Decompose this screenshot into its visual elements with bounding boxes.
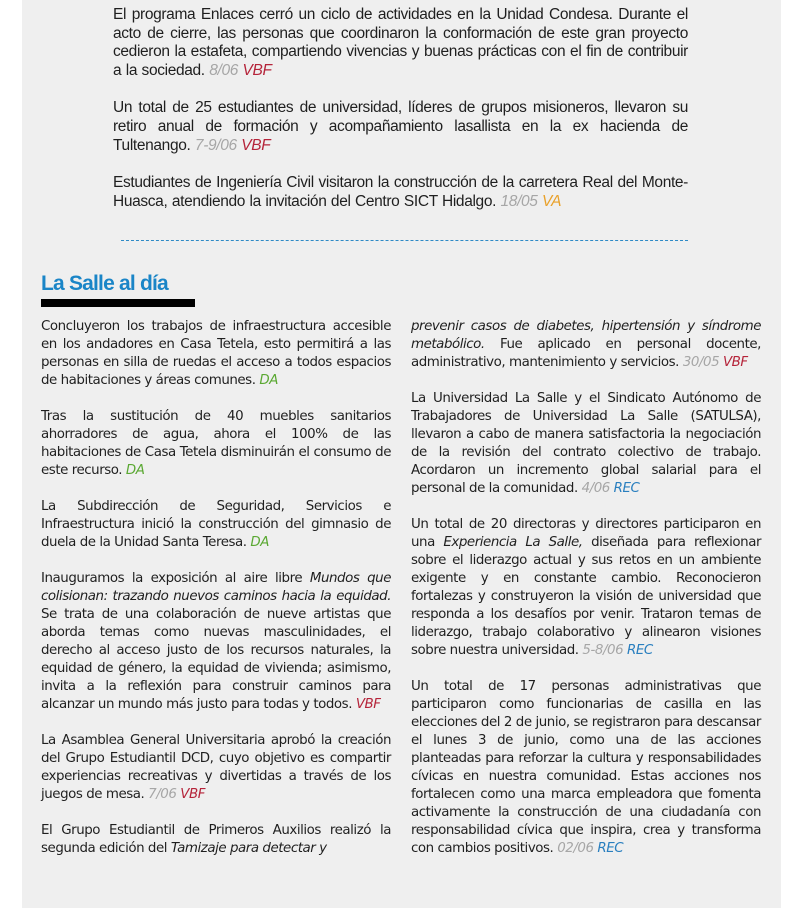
news-item xyxy=(41,408,391,480)
news-text: diseñada para reflexionar sobre el liderazgo actual y sus retos en un ambiente exigente y en constante cambio. Reconocieron fortalezas y construyeron la visión de universidad que responda a los desafíos por venir. Trataron temas de liderazgo, trabajo colaborativo y alinearon visiones sobre nuestra universidad. xyxy=(411,535,762,658)
news-date: 5-8/06 xyxy=(582,643,624,658)
news-item xyxy=(411,318,761,372)
news-item xyxy=(411,678,761,858)
news-tag: VA xyxy=(542,192,562,210)
news-item xyxy=(41,732,391,804)
news-date: 4/06 xyxy=(581,481,610,496)
news-text: Un total de 25 estudiantes de universidad, líderes de grupos misioneros, llevaron su retiro anual de formación y acompañamiento lasallista en la ex hacienda de Tultenango. xyxy=(113,99,688,154)
news-text: La Universidad La Salle y el Sindicato Autónomo de Trabajadores de Universidad La Salle (SATULSA), llevaron a cabo de manera satisfactoria la negociación de la revisión del contrato colectivo de trabajo. Acordaron un incremento global salarial para el personal de la comunidad. xyxy=(411,391,761,496)
news-text: La Subdirección de Seguridad, Servicios e Infraestructura inició la construcción del gimnasio de duela de la Unidad Santa Teresa. xyxy=(41,499,391,550)
news-tag: VBF xyxy=(180,787,205,802)
news-item xyxy=(41,570,391,714)
program-title: Tamizaje para detectar y xyxy=(170,841,327,856)
news-tag: VBF xyxy=(355,697,381,712)
news-text: El Grupo Estudiantil de Primeros Auxilios realizó la segunda edición del xyxy=(41,823,391,856)
news-item xyxy=(41,822,391,858)
news-date: 18/05 xyxy=(500,192,538,210)
program-title: prevenir casos de diabetes, hipertensión y síndrome metabólico. xyxy=(411,319,761,352)
news-text: Estudiantes de Ingeniería Civil visitaron la construcción de la carretera Real del Monte-Huasca, atendiendo la invitación del Centro SICT Hidalgo. xyxy=(113,174,688,210)
news-tag: DA xyxy=(259,373,278,388)
dashed-divider xyxy=(121,240,688,241)
news-tag: VBF xyxy=(722,355,748,370)
news-tag: VBF xyxy=(242,61,272,79)
news-text: La Asamblea General Universitaria aprobó la creación del Grupo Estudiantil DCD, cuyo objetivo es compartir experiencias recreativas y divertidas a través de los juegos de mesa. xyxy=(41,733,391,802)
news-text: Tras la sustitución de 40 muebles sanitarios ahorradores de agua, ahora el 100% de las habitaciones de Casa Tetela disminuirán el consumo de este recurso. xyxy=(41,409,391,478)
news-date: 8/06 xyxy=(209,61,238,79)
news-text: Se trata de una colaboración de nueve artistas que aborda temas como nuevas masculinidades, el derecho al acceso justo de los recursos naturales, la equidad de género, la equidad de vivienda; asimismo, invita a la reflexión para construir caminos para alcanzar un mundo más justo para todas y todos. xyxy=(41,607,391,712)
news-date: 02/06 xyxy=(557,841,594,856)
news-text: Un total de 17 personas administrativas que participaron como funcionarias de casilla en las elecciones del 2 de junio, se registraron para descansar el lunes 3 de junio, como una de las acciones planteadas para reforzar la cultura y responsabilidades cívicas en nuestra comunidad. Estas acciones nos fortalecen como una marca empleadora que fomenta activamente la construcción de una ciudadanía con responsabilidad cívica que inspira, crea y transforma con cambios positivos. xyxy=(411,679,761,856)
right-column xyxy=(411,318,761,876)
news-date: 7-9/06 xyxy=(194,136,237,154)
news-text: Un total de 20 directoras y directores participaron en una xyxy=(411,517,761,550)
news-item xyxy=(113,99,688,155)
news-text: El programa Enlaces cerró un ciclo de actividades en la Unidad Condesa. Durante el acto de cierre, las personas que coordinaron la conformación de este gran proyecto cedieron la estafeta, compartiendo vivencias y buenas prácticas con el fin de contribuir a la sociedad. xyxy=(113,6,688,79)
news-tag: DA xyxy=(125,463,145,478)
program-title: Experiencia La Salle, xyxy=(443,535,583,550)
news-item xyxy=(41,318,391,390)
news-item xyxy=(411,390,761,498)
news-item xyxy=(113,6,688,80)
news-item xyxy=(41,498,391,552)
news-text: Inauguramos la exposición al aire libre xyxy=(41,571,310,586)
news-text: Fue aplicado en personal docente, administrativo, mantenimiento y servicios. xyxy=(411,337,761,370)
news-date: 30/05 xyxy=(682,355,720,370)
news-tag: DA xyxy=(250,535,269,550)
news-tag: REC xyxy=(613,481,640,496)
news-text: Concluyeron los trabajos de infraestructura accesible en los andadores en Casa Tetela, esto permitirá a las personas en silla de ruedas el acceso a todos espacios de habitaciones y áreas comunes. xyxy=(41,319,391,388)
news-tag: REC xyxy=(626,643,653,658)
exhibition-title: Mundos que colisionan: trazando nuevos caminos hacia la equidad. xyxy=(41,571,391,604)
news-item xyxy=(113,174,688,211)
left-column xyxy=(41,318,391,876)
section-title-underline xyxy=(41,299,195,307)
news-tag: REC xyxy=(597,841,624,856)
section-title: La Salle al día xyxy=(41,272,168,295)
top-news-list xyxy=(113,6,688,230)
news-item xyxy=(411,516,761,660)
news-tag: VBF xyxy=(241,136,271,154)
news-date: 7/06 xyxy=(148,787,177,802)
